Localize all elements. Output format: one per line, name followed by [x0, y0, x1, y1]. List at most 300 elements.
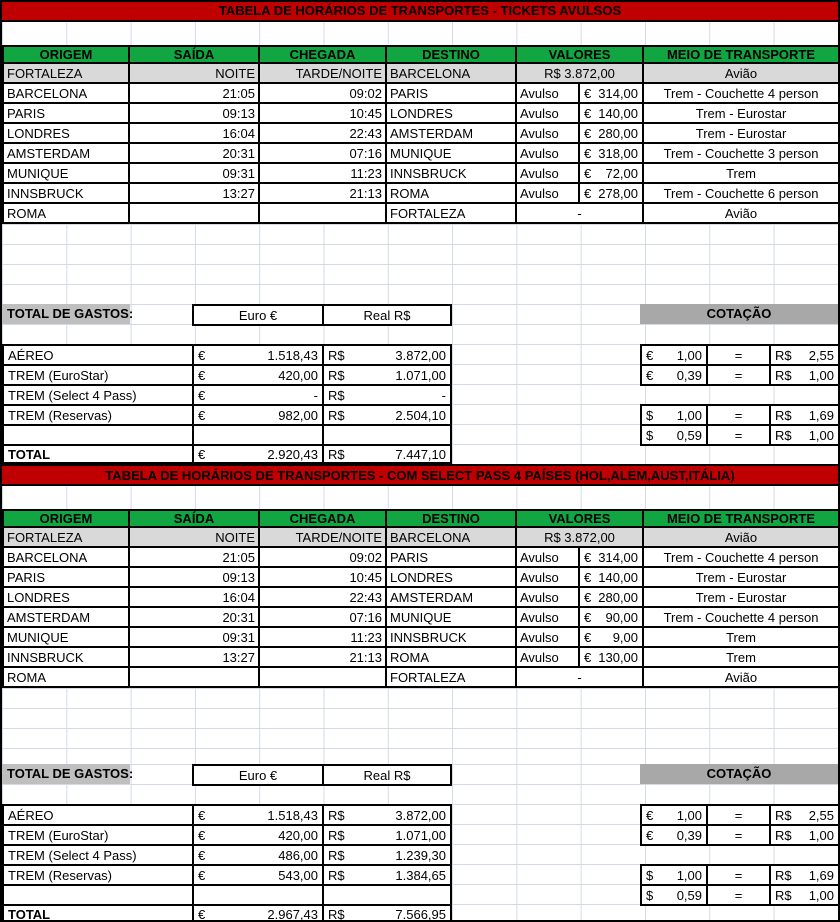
- cell-origem[interactable]: BARCELONA: [3, 83, 129, 103]
- cell-meio[interactable]: Trem - Eurostar: [643, 123, 839, 143]
- cell-origem[interactable]: INNSBRUCK: [3, 183, 129, 203]
- rate-row: [641, 425, 839, 445]
- rate-equals-cell[interactable]: =: [707, 405, 770, 425]
- totals-section-2: [2, 764, 838, 920]
- cell-destino[interactable]: FORTALEZA: [386, 203, 516, 223]
- cell-origem[interactable]: LONDRES: [3, 123, 129, 143]
- cell-destino[interactable]: AMSTERDAM: [386, 587, 516, 607]
- cell-valor[interactable]: [579, 647, 643, 667]
- cell-valor[interactable]: [579, 103, 643, 123]
- euro-header-cell[interactable]: Euro €: [193, 305, 323, 325]
- real-header-cell[interactable]: Real R$: [323, 305, 451, 325]
- grid-spacer: [2, 22, 838, 45]
- currency-symbol: R$: [328, 847, 345, 863]
- table-row: [3, 647, 839, 667]
- currency-amount: 543,00: [278, 867, 318, 883]
- cell-saida[interactable]: 20:31: [129, 607, 259, 627]
- expense-label-cell[interactable]: TREM (Reservas): [3, 405, 193, 425]
- cell-origem[interactable]: AMSTERDAM: [3, 607, 129, 627]
- col-header-meio[interactable]: MEIO DE TRANSPORTE: [643, 46, 839, 63]
- expense-row: [3, 825, 451, 845]
- currency-amount: 1.071,00: [395, 367, 446, 383]
- currency-symbol: €: [584, 165, 592, 181]
- currency-symbol: €: [198, 906, 206, 922]
- total-euro-cell[interactable]: [193, 445, 323, 463]
- empty-cell[interactable]: [3, 885, 193, 905]
- cell-destino[interactable]: LONDRES: [386, 567, 516, 587]
- rate-real-cell[interactable]: [770, 825, 839, 845]
- currency-amount: 1.239,30: [395, 847, 446, 863]
- cell-meio[interactable]: Trem: [643, 627, 839, 647]
- cell-saida[interactable]: 16:04: [129, 123, 259, 143]
- currency-symbol: €: [646, 827, 654, 843]
- cell-meio[interactable]: Trem: [643, 163, 839, 183]
- cell-meio[interactable]: Trem - Couchette 4 person: [643, 607, 839, 627]
- expense-euro-cell[interactable]: [193, 845, 323, 865]
- cell-valor-merged[interactable]: -: [516, 203, 643, 223]
- euro-header-cell[interactable]: Euro €: [193, 765, 323, 785]
- total-row: [3, 905, 451, 922]
- col-header-destino[interactable]: DESTINO: [386, 46, 516, 63]
- expense-row: [3, 845, 451, 865]
- cotacao-dollar-table: [640, 864, 840, 906]
- currency-symbol: R$: [328, 446, 345, 462]
- rate-row: [641, 345, 839, 365]
- rate-equals-cell[interactable]: =: [707, 365, 770, 385]
- transport-table-1: [2, 45, 840, 224]
- cell-origem[interactable]: MUNIQUE: [3, 163, 129, 183]
- cell-saida[interactable]: [129, 203, 259, 223]
- cell-tipo[interactable]: Avulso: [516, 103, 579, 123]
- expense-euro-cell[interactable]: [193, 385, 323, 405]
- col-header-chegada[interactable]: CHEGADA: [259, 510, 386, 527]
- cell-chegada[interactable]: 21:13: [259, 183, 386, 203]
- rate-real-cell[interactable]: [770, 405, 839, 425]
- total-gastos-label[interactable]: TOTAL DE GASTOS:: [2, 304, 130, 324]
- rate-symbol-cell[interactable]: [641, 805, 707, 825]
- col-header-valores[interactable]: VALORES: [516, 510, 643, 527]
- currency-amount: 1.071,00: [395, 827, 446, 843]
- expense-label-cell[interactable]: TREM (EuroStar): [3, 825, 193, 845]
- cell-saida[interactable]: 13:27: [129, 183, 259, 203]
- cell-origem[interactable]: AMSTERDAM: [3, 143, 129, 163]
- cell-chegada[interactable]: 09:02: [259, 547, 386, 567]
- cell-valor[interactable]: [579, 183, 643, 203]
- cell-destino[interactable]: PARIS: [386, 83, 516, 103]
- expense-label-cell[interactable]: AÉREO: [3, 345, 193, 365]
- rate-real-cell[interactable]: [770, 425, 839, 445]
- col-header-origem[interactable]: ORIGEM: [3, 46, 129, 63]
- empty-cell[interactable]: [193, 885, 323, 905]
- rate-symbol-cell[interactable]: [641, 405, 707, 425]
- currency-symbol: R$: [328, 906, 345, 922]
- cell-meio[interactable]: Trem - Couchette 3 person: [643, 143, 839, 163]
- currency-symbol: R$: [328, 347, 345, 363]
- cell-meio[interactable]: Avião: [643, 667, 839, 687]
- expense-row: [3, 345, 451, 365]
- cell-meio[interactable]: Trem - Eurostar: [643, 567, 839, 587]
- currency-symbol: R$: [775, 827, 792, 843]
- rate-equals-cell[interactable]: =: [707, 425, 770, 445]
- cell-chegada[interactable]: 10:45: [259, 103, 386, 123]
- currency-symbol: $: [646, 887, 654, 903]
- cell-chegada[interactable]: TARDE/NOITE: [259, 527, 386, 547]
- rate-amount: 1,00: [808, 827, 834, 843]
- cell-tipo[interactable]: Avulso: [516, 547, 579, 567]
- cell-valor[interactable]: [579, 547, 643, 567]
- cell-chegada[interactable]: 10:45: [259, 567, 386, 587]
- cell-tipo[interactable]: Avulso: [516, 567, 579, 587]
- table-row: [3, 587, 839, 607]
- currency-amount: -: [441, 387, 446, 403]
- cell-valor-merged[interactable]: -: [516, 667, 643, 687]
- cell-origem[interactable]: MUNIQUE: [3, 627, 129, 647]
- expense-euro-cell[interactable]: [193, 825, 323, 845]
- cell-origem[interactable]: BARCELONA: [3, 547, 129, 567]
- empty-cell[interactable]: [193, 425, 323, 445]
- cell-chegada[interactable]: 22:43: [259, 587, 386, 607]
- currency-symbol: R$: [328, 387, 345, 403]
- rate-amount: 0,59: [676, 887, 702, 903]
- currency-symbol: €: [198, 446, 206, 462]
- rate-amount: 1,00: [676, 407, 702, 423]
- rate-amount: 1,00: [676, 347, 702, 363]
- total-label-cell[interactable]: TOTAL: [3, 905, 193, 922]
- rate-amount: 1,69: [808, 867, 834, 883]
- col-header-chegada[interactable]: CHEGADA: [259, 46, 386, 63]
- header-row: [3, 510, 839, 527]
- rate-symbol-cell[interactable]: [641, 365, 707, 385]
- col-header-origem[interactable]: ORIGEM: [3, 510, 129, 527]
- total-real-cell[interactable]: [323, 905, 451, 922]
- rate-amount: 1,00: [808, 887, 834, 903]
- cell-saida[interactable]: [129, 667, 259, 687]
- expense-euro-cell[interactable]: [193, 365, 323, 385]
- rate-amount: 0,39: [676, 367, 702, 383]
- currency-symbol: R$: [775, 807, 792, 823]
- rate-equals-cell[interactable]: =: [707, 865, 770, 885]
- table-row: [3, 163, 839, 183]
- expense-real-cell[interactable]: [323, 345, 451, 365]
- cell-chegada[interactable]: 09:02: [259, 83, 386, 103]
- cell-saida[interactable]: 09:13: [129, 103, 259, 123]
- rate-row: [641, 405, 839, 425]
- col-header-destino[interactable]: DESTINO: [386, 510, 516, 527]
- expense-real-cell[interactable]: [323, 365, 451, 385]
- table-row: [3, 63, 839, 83]
- cell-saida[interactable]: 09:31: [129, 627, 259, 647]
- currency-symbol: €: [584, 125, 592, 141]
- cell-tipo[interactable]: Avulso: [516, 123, 579, 143]
- expense-label-cell[interactable]: TREM (Reservas): [3, 865, 193, 885]
- cell-valor[interactable]: [579, 123, 643, 143]
- cell-chegada[interactable]: 21:13: [259, 647, 386, 667]
- cell-meio[interactable]: Trem: [643, 647, 839, 667]
- expense-real-cell[interactable]: [323, 825, 451, 845]
- currency-symbol: $: [646, 427, 654, 443]
- rate-symbol-cell[interactable]: [641, 865, 707, 885]
- cell-origem[interactable]: PARIS: [3, 567, 129, 587]
- col-header-saida[interactable]: SAÍDA: [129, 46, 259, 63]
- expense-real-cell[interactable]: [323, 865, 451, 885]
- cotacao-header[interactable]: COTAÇÃO: [640, 304, 838, 324]
- expense-euro-cell[interactable]: [193, 405, 323, 425]
- currency-amount: 3.872,00: [395, 347, 446, 363]
- cell-meio[interactable]: Trem - Couchette 4 person: [643, 83, 839, 103]
- table-row: [3, 123, 839, 143]
- cell-saida[interactable]: 21:05: [129, 83, 259, 103]
- expense-real-cell[interactable]: [323, 805, 451, 825]
- table-row: [3, 183, 839, 203]
- cell-saida[interactable]: NOITE: [129, 63, 259, 83]
- cell-destino[interactable]: MUNIQUE: [386, 143, 516, 163]
- currency-amount: 7.447,10: [395, 446, 446, 462]
- expense-real-cell[interactable]: [323, 405, 451, 425]
- cell-tipo[interactable]: Avulso: [516, 587, 579, 607]
- currency-symbol: €: [646, 347, 654, 363]
- currency-amount: 130,00: [598, 649, 639, 665]
- cell-meio[interactable]: Avião: [643, 203, 839, 223]
- expense-label-cell[interactable]: TREM (Select 4 Pass): [3, 845, 193, 865]
- currency-symbol: €: [198, 347, 206, 363]
- cell-valor[interactable]: [579, 607, 643, 627]
- cell-destino[interactable]: LONDRES: [386, 103, 516, 123]
- cotacao-header[interactable]: COTAÇÃO: [640, 764, 838, 784]
- rate-row: [641, 805, 839, 825]
- cell-saida[interactable]: 09:31: [129, 163, 259, 183]
- rate-row: [641, 825, 839, 845]
- rate-symbol-cell[interactable]: [641, 885, 707, 905]
- cell-chegada[interactable]: [259, 203, 386, 223]
- currency-symbol: €: [584, 145, 592, 161]
- cotacao-dollar-table: [640, 404, 840, 446]
- cell-chegada[interactable]: 22:43: [259, 123, 386, 143]
- cell-destino[interactable]: MUNIQUE: [386, 607, 516, 627]
- cell-meio[interactable]: Trem - Eurostar: [643, 103, 839, 123]
- cell-tipo[interactable]: Avulso: [516, 607, 579, 627]
- expenses-table-1: [2, 344, 452, 464]
- cell-meio[interactable]: Trem - Couchette 4 person: [643, 547, 839, 567]
- rate-amount: 1,00: [808, 367, 834, 383]
- cell-tipo[interactable]: Avulso: [516, 647, 579, 667]
- header-row: [3, 46, 839, 63]
- cell-valor[interactable]: [579, 83, 643, 103]
- cell-origem[interactable]: FORTALEZA: [3, 527, 129, 547]
- empty-cell[interactable]: [3, 425, 193, 445]
- rate-real-cell[interactable]: [770, 885, 839, 905]
- cell-chegada[interactable]: 07:16: [259, 607, 386, 627]
- cell-destino[interactable]: BARCELONA: [386, 63, 516, 83]
- currency-symbol: R$: [328, 407, 345, 423]
- cell-origem[interactable]: INNSBRUCK: [3, 647, 129, 667]
- total-real-cell[interactable]: [323, 445, 451, 463]
- rate-row: [641, 865, 839, 885]
- currency-amount: -: [313, 387, 318, 403]
- total-gastos-label[interactable]: TOTAL DE GASTOS:: [2, 764, 130, 784]
- currency-symbol: R$: [775, 887, 792, 903]
- rate-real-cell[interactable]: [770, 865, 839, 885]
- cell-saida[interactable]: 16:04: [129, 587, 259, 607]
- currency-amount: 3.872,00: [395, 807, 446, 823]
- cell-meio[interactable]: Avião: [643, 527, 839, 547]
- cell-chegada[interactable]: TARDE/NOITE: [259, 63, 386, 83]
- cell-chegada[interactable]: [259, 667, 386, 687]
- currency-symbol: €: [646, 367, 654, 383]
- totals-section-1: [2, 304, 838, 464]
- currency-amount: 2.920,43: [267, 446, 318, 462]
- grid-spacer: [2, 486, 838, 509]
- table-row: [3, 143, 839, 163]
- empty-cell[interactable]: [323, 885, 451, 905]
- currency-symbol: €: [584, 85, 592, 101]
- currency-symbol: €: [198, 367, 206, 383]
- rate-amount: 1,00: [676, 807, 702, 823]
- rate-amount: 0,59: [676, 427, 702, 443]
- real-header-cell[interactable]: Real R$: [323, 765, 451, 785]
- rate-symbol-cell[interactable]: [641, 425, 707, 445]
- expense-euro-cell[interactable]: [193, 865, 323, 885]
- rate-amount: 0,39: [676, 827, 702, 843]
- expenses-table-2: [2, 804, 452, 922]
- cell-chegada[interactable]: 11:23: [259, 163, 386, 183]
- cell-valor[interactable]: [579, 143, 643, 163]
- currency-symbol: €: [584, 629, 592, 645]
- expense-euro-cell[interactable]: [193, 805, 323, 825]
- total-label-cell[interactable]: TOTAL: [3, 445, 193, 463]
- table2-title-bar[interactable]: TABELA DE HORÁRIOS DE TRANSPORTES - COM SELECT PASS 4 PAÍSES (HOL,ALEM,AUST,ITÁLIA): [2, 464, 838, 486]
- expense-real-cell[interactable]: [323, 845, 451, 865]
- rate-real-cell[interactable]: [770, 345, 839, 365]
- currency-symbol: R$: [328, 807, 345, 823]
- currency-symbol: €: [584, 589, 592, 605]
- currency-symbol: €: [198, 847, 206, 863]
- cell-valor[interactable]: [579, 163, 643, 183]
- currency-symbol: R$: [328, 867, 345, 883]
- expense-row: [3, 365, 451, 385]
- currency-symbol: R$: [328, 367, 345, 383]
- cell-saida[interactable]: NOITE: [129, 527, 259, 547]
- expense-label-cell[interactable]: AÉREO: [3, 805, 193, 825]
- currency-amount: 140,00: [598, 569, 639, 585]
- cell-destino[interactable]: ROMA: [386, 183, 516, 203]
- expense-euro-cell[interactable]: [193, 345, 323, 365]
- currency-amount: 420,00: [278, 827, 318, 843]
- currency-symbol: R$: [775, 867, 792, 883]
- rate-equals-cell[interactable]: =: [707, 805, 770, 825]
- table-row: [3, 567, 839, 587]
- col-header-meio[interactable]: MEIO DE TRANSPORTE: [643, 510, 839, 527]
- rate-equals-cell[interactable]: =: [707, 825, 770, 845]
- cell-destino[interactable]: AMSTERDAM: [386, 123, 516, 143]
- rate-row: [641, 365, 839, 385]
- expense-label-cell[interactable]: TREM (EuroStar): [3, 365, 193, 385]
- currency-amount: 1.518,43: [267, 347, 318, 363]
- cell-saida[interactable]: 21:05: [129, 547, 259, 567]
- expense-row: [3, 805, 451, 825]
- cell-origem[interactable]: PARIS: [3, 103, 129, 123]
- col-header-saida[interactable]: SAÍDA: [129, 510, 259, 527]
- cell-destino[interactable]: INNSBRUCK: [386, 627, 516, 647]
- cell-meio[interactable]: Trem - Eurostar: [643, 587, 839, 607]
- currency-amount: 140,00: [598, 105, 639, 121]
- currency-symbol: R$: [775, 427, 792, 443]
- cell-valor-merged[interactable]: R$ 3.872,00: [516, 63, 643, 83]
- cell-tipo[interactable]: Avulso: [516, 627, 579, 647]
- transport-table-2: [2, 509, 840, 688]
- cell-destino[interactable]: FORTALEZA: [386, 667, 516, 687]
- cell-destino[interactable]: BARCELONA: [386, 527, 516, 547]
- empty-cell[interactable]: [323, 425, 451, 445]
- cell-destino[interactable]: INNSBRUCK: [386, 163, 516, 183]
- expense-row: [3, 405, 451, 425]
- currency-header-table: [192, 304, 452, 326]
- grid-spacer: [2, 688, 838, 764]
- table1-title-bar[interactable]: TABELA DE HORÁRIOS DE TRANSPORTES - TICKETS AVULSOS: [2, 2, 838, 22]
- currency-symbol: R$: [328, 827, 345, 843]
- rate-real-cell[interactable]: [770, 805, 839, 825]
- cell-origem[interactable]: FORTALEZA: [3, 63, 129, 83]
- cell-tipo[interactable]: Avulso: [516, 163, 579, 183]
- table-row: [3, 627, 839, 647]
- currency-amount: 278,00: [598, 185, 639, 201]
- currency-amount: 280,00: [598, 589, 639, 605]
- rate-amount: 1,00: [676, 867, 702, 883]
- cell-tipo[interactable]: Avulso: [516, 83, 579, 103]
- cell-destino[interactable]: PARIS: [386, 547, 516, 567]
- cell-chegada[interactable]: 07:16: [259, 143, 386, 163]
- currency-symbol: €: [198, 867, 206, 883]
- table-row: [3, 607, 839, 627]
- cell-meio[interactable]: Trem - Couchette 6 person: [643, 183, 839, 203]
- currency-amount: 9,00: [612, 629, 639, 645]
- cell-tipo[interactable]: Avulso: [516, 183, 579, 203]
- col-header-valores[interactable]: VALORES: [516, 46, 643, 63]
- currency-amount: 280,00: [598, 125, 639, 141]
- cell-origem[interactable]: LONDRES: [3, 587, 129, 607]
- cell-valor[interactable]: [579, 627, 643, 647]
- currency-symbol: €: [584, 609, 592, 625]
- cell-saida[interactable]: 13:27: [129, 647, 259, 667]
- rate-row: [641, 885, 839, 905]
- currency-symbol: €: [198, 807, 206, 823]
- cell-valor[interactable]: [579, 567, 643, 587]
- cell-saida[interactable]: 09:13: [129, 567, 259, 587]
- currency-symbol: €: [198, 827, 206, 843]
- cell-saida[interactable]: 20:31: [129, 143, 259, 163]
- rate-symbol-cell[interactable]: [641, 825, 707, 845]
- expense-real-cell[interactable]: [323, 385, 451, 405]
- cell-valor-merged[interactable]: R$ 3.872,00: [516, 527, 643, 547]
- cell-chegada[interactable]: 11:23: [259, 627, 386, 647]
- cell-meio[interactable]: Avião: [643, 63, 839, 83]
- cell-valor[interactable]: [579, 587, 643, 607]
- rate-equals-cell[interactable]: =: [707, 345, 770, 365]
- cell-destino[interactable]: ROMA: [386, 647, 516, 667]
- rate-real-cell[interactable]: [770, 365, 839, 385]
- currency-symbol: €: [584, 105, 592, 121]
- currency-symbol: €: [646, 807, 654, 823]
- cell-tipo[interactable]: Avulso: [516, 143, 579, 163]
- currency-amount: 2.504,10: [395, 407, 446, 423]
- expense-label-cell[interactable]: TREM (Select 4 Pass): [3, 385, 193, 405]
- rate-symbol-cell[interactable]: [641, 345, 707, 365]
- rate-equals-cell[interactable]: =: [707, 885, 770, 905]
- cell-origem[interactable]: ROMA: [3, 203, 129, 223]
- cell-origem[interactable]: ROMA: [3, 667, 129, 687]
- table-row: [3, 103, 839, 123]
- currency-amount: 2.967,43: [267, 906, 318, 922]
- total-euro-cell[interactable]: [193, 905, 323, 922]
